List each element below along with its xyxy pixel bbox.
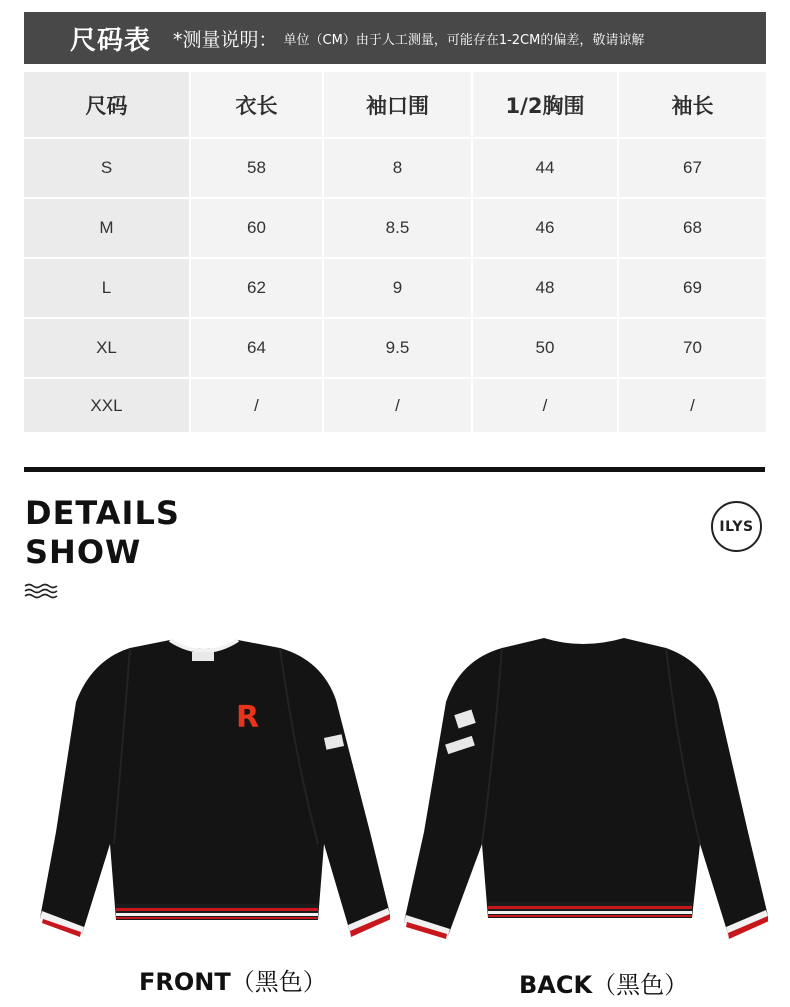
size-cell: XXL: [24, 378, 190, 432]
details-heading: [25, 494, 180, 572]
size-table-header-row: [24, 72, 766, 138]
front-color-label: （黑色）: [230, 968, 327, 996]
column-header-length: 衣长: [190, 72, 323, 138]
value-cell: 58: [190, 138, 323, 198]
value-cell: 9.5: [323, 318, 472, 378]
column-header-cuff: 袖口围: [323, 72, 472, 138]
wave-lines-icon: [24, 583, 58, 599]
value-cell: /: [190, 378, 323, 432]
measurement-note-label: *测量说明：: [173, 28, 278, 51]
size-table: [24, 72, 766, 432]
front-view-caption: [139, 962, 327, 997]
back-view-label: BACK: [519, 971, 593, 999]
sweatshirt-front-image: [18, 632, 390, 942]
value-cell: 62: [190, 258, 323, 318]
size-cell: L: [24, 258, 190, 318]
value-cell: 8: [323, 138, 472, 198]
value-cell: 48: [472, 258, 618, 318]
column-header-sleeve: 袖长: [618, 72, 766, 138]
size-chart-banner: [24, 12, 766, 64]
details-heading-line1: DETAILS: [25, 494, 180, 532]
back-color-label: （黑色）: [592, 971, 689, 999]
measurement-note-text: 单位（CM）由于人工测量，可能存在1-2CM的偏差，敬请谅解: [283, 32, 645, 48]
section-divider: [24, 467, 765, 472]
value-cell: 64: [190, 318, 323, 378]
brand-logo-badge: ILYS: [711, 501, 762, 552]
value-cell: 68: [618, 198, 766, 258]
table-row: [24, 318, 766, 378]
details-heading-line2: SHOW: [25, 533, 142, 571]
value-cell: 50: [472, 318, 618, 378]
value-cell: 9: [323, 258, 472, 318]
value-cell: 8.5: [323, 198, 472, 258]
value-cell: 60: [190, 198, 323, 258]
svg-text:R: R: [236, 700, 260, 735]
table-row: [24, 378, 766, 432]
front-view-label: FRONT: [139, 968, 231, 996]
back-view-caption: [519, 965, 688, 1000]
size-cell: M: [24, 198, 190, 258]
value-cell: 70: [618, 318, 766, 378]
column-header-half-chest: 1/2胸围: [472, 72, 618, 138]
value-cell: 46: [472, 198, 618, 258]
sweatshirt-back-image: [396, 632, 768, 942]
value-cell: /: [618, 378, 766, 432]
value-cell: 69: [618, 258, 766, 318]
value-cell: 67: [618, 138, 766, 198]
size-cell: XL: [24, 318, 190, 378]
table-row: [24, 198, 766, 258]
size-cell: S: [24, 138, 190, 198]
column-header-size: 尺码: [24, 72, 190, 138]
table-row: [24, 138, 766, 198]
value-cell: 44: [472, 138, 618, 198]
table-row: [24, 258, 766, 318]
value-cell: /: [323, 378, 472, 432]
value-cell: /: [472, 378, 618, 432]
size-chart-title: 尺码表: [70, 25, 152, 56]
